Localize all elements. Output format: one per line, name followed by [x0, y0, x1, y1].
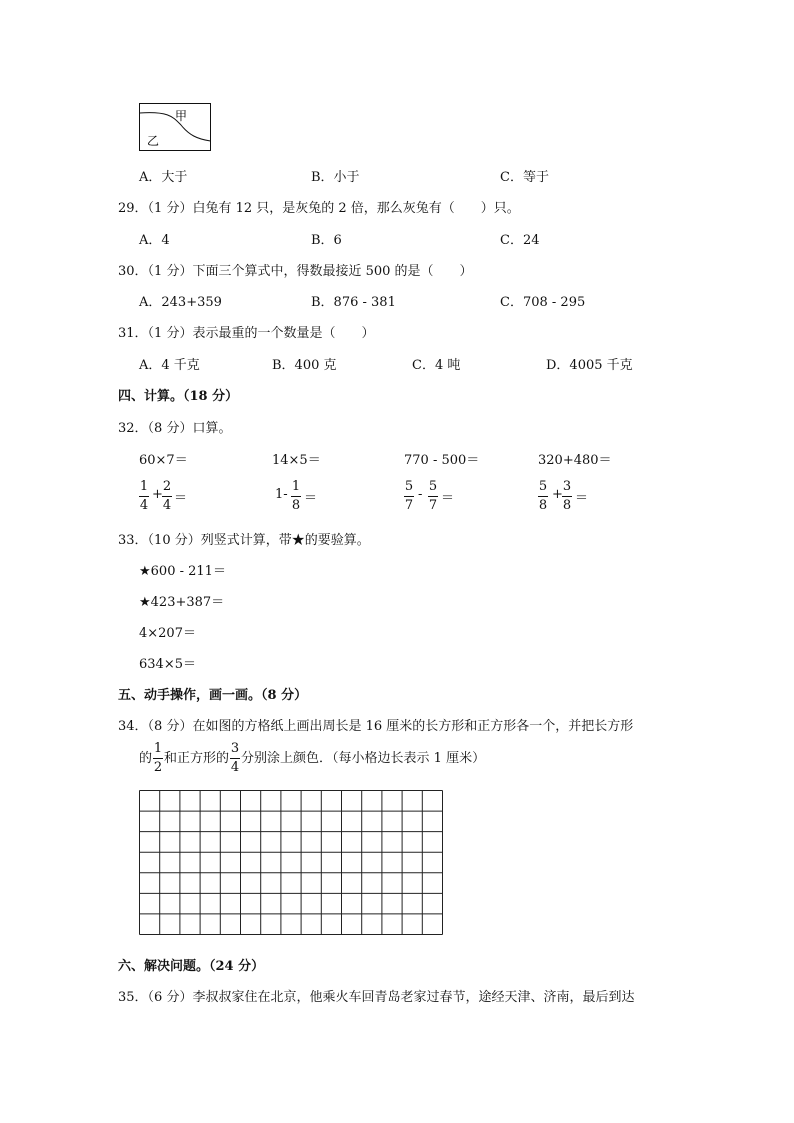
fraction: 5 7 — [428, 479, 438, 513]
q30-option-b[interactable]: B．876 - 381 — [311, 295, 396, 310]
q35-stem: 35．（6 分）李叔叔家住在北京，他乘火车回青岛老家过春节，途经天津、济南，最后到达 — [118, 990, 635, 1005]
q29-option-b[interactable]: B．6 — [311, 233, 342, 248]
equals: ＝ — [304, 491, 318, 506]
q29-option-a[interactable]: A．4 — [139, 233, 170, 248]
q28-option-c[interactable]: C．等于 — [500, 170, 549, 185]
equals: ＝ — [441, 491, 455, 506]
q33-item-3: 4×207＝ — [139, 626, 196, 641]
q33-item-2: ★423+387＝ — [139, 595, 225, 610]
fraction: 1 4 — [139, 479, 149, 513]
q32-item-3: 770 - 500＝ — [404, 453, 480, 468]
q28-option-a[interactable]: A．大于 — [139, 170, 188, 185]
fraction-three-quarters: $\frac{3}{4}$ — [230, 741, 240, 775]
operator: + — [152, 487, 163, 502]
section-4-title: 四、计算。（18 分） — [118, 389, 239, 404]
lead-term: 1- — [275, 487, 288, 502]
fraction: 5 7 — [404, 479, 414, 513]
q33-item-1: ★600 - 211＝ — [139, 564, 226, 579]
operator: + — [552, 487, 563, 502]
q34-text-mid: 和正方形的 — [164, 751, 230, 766]
q31-option-d[interactable]: D．4005 千克 — [546, 358, 633, 373]
q33-stem: 33．（10 分）列竖式计算，带★的要验算。 — [118, 533, 370, 548]
operator: - — [418, 487, 423, 502]
q31-option-c[interactable]: C．4 吨 — [412, 358, 461, 373]
fraction: 2 4 — [162, 479, 172, 513]
q30-option-a[interactable]: A．243+359 — [139, 295, 222, 310]
q34-stem-line2 — [139, 742, 485, 775]
section-5-title: 五、动手操作，画一画。（8 分） — [118, 688, 308, 703]
section-6-title: 六、解决问题。（24 分） — [118, 959, 265, 974]
fraction: 5 8 — [538, 479, 548, 513]
q32-item-1: 60×7＝ — [139, 453, 188, 468]
label-jia: 甲 — [175, 109, 188, 123]
square-grid-paper[interactable] — [139, 790, 443, 935]
q29-stem: 29．（1 分）白兔有 12 只，是灰兔的 2 倍，那么灰兔有（ ）只。 — [118, 201, 520, 216]
fraction: 1 8 — [291, 479, 301, 513]
equals: ＝ — [174, 491, 188, 506]
q28-figure — [139, 103, 211, 151]
equals: ＝ — [575, 491, 589, 506]
q34-stem-line1: 34．（8 分）在如图的方格纸上画出周长是 16 厘米的长方形和正方形各一个，并把长方形 — [118, 719, 634, 734]
q32-item-4: 320+480＝ — [538, 453, 612, 468]
q29-option-c[interactable]: C．24 — [500, 233, 540, 248]
q30-stem: 30．（1 分）下面三个算式中，得数最接近 500 的是（ ） — [118, 264, 473, 279]
q32-stem: 32．（8 分）口算。 — [118, 421, 232, 436]
label-yi: 乙 — [147, 134, 160, 148]
q31-stem: 31．（1 分）表示最重的一个数量是（ ） — [118, 326, 375, 341]
q33-item-4: 634×5＝ — [139, 657, 196, 672]
q34-text-pre: 的 — [139, 751, 153, 766]
q31-option-b[interactable]: B．400 克 — [272, 358, 337, 373]
q28-option-b[interactable]: B．小于 — [311, 170, 360, 185]
q30-option-c[interactable]: C．708 - 295 — [500, 295, 586, 310]
q34-text-post: 分别涂上颜色．（每小格边长表示 1 厘米） — [241, 751, 486, 766]
fraction: 3 8 — [562, 479, 572, 513]
q31-option-a[interactable]: A．4 千克 — [139, 358, 200, 373]
q32-item-2: 14×5＝ — [272, 453, 321, 468]
fraction-half: $\frac{1}{2}$ — [153, 741, 163, 775]
